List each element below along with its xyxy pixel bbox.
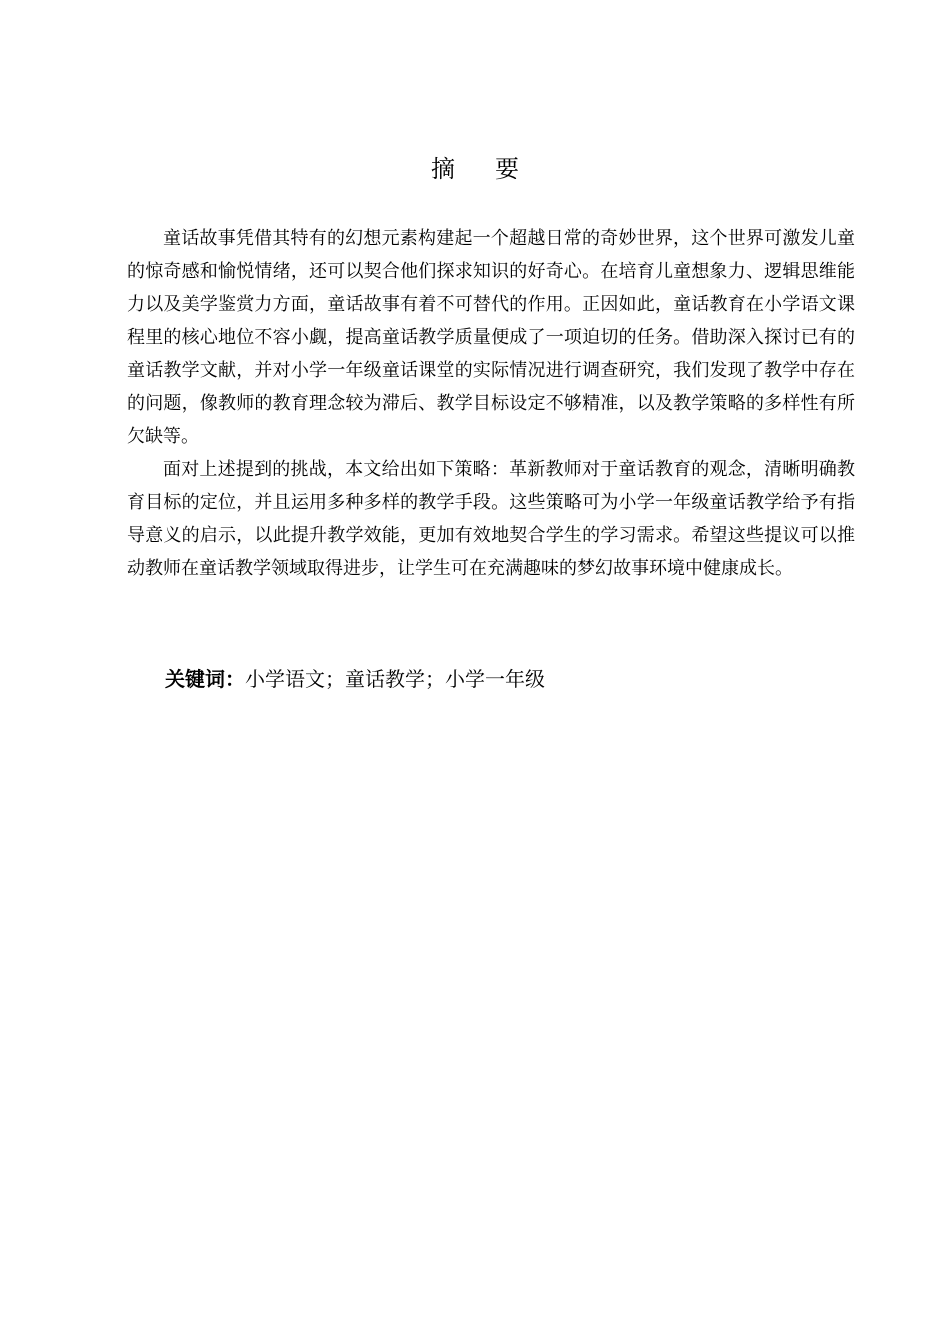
abstract-paragraph-2: 面对上述提到的挑战，本文给出如下策略：革新教师对于童话教育的观念，清晰明确教育目标的定位，并且运用多种多样的教学手段。这些策略可为小学一年级童话教学给予有指导意义的启示，以此提升教学效能，更加有效地契合学生的学习需求。希望这些提议可以推动教师在童话教学领域取得进步，让学生可在充满趣味的梦幻故事环境中健康成长。 [127, 459, 855, 579]
keywords-line [165, 662, 545, 696]
abstract-title: 摘要 [431, 155, 559, 183]
keywords-label: 关键词： [165, 667, 245, 691]
keywords-text: 小学语文；童话教学；小学一年级 [245, 667, 545, 691]
abstract-body [127, 222, 855, 585]
abstract-paragraph-1: 童话故事凭借其特有的幻想元素构建起一个超越日常的奇妙世界，这个世界可激发儿童的惊奇感和愉悦情绪，还可以契合他们探求知识的好奇心。在培育儿童想象力、逻辑思维能力以及美学鉴赏力方面，童话故事有着不可替代的作用。正因如此，童话教育在小学语文课程里的核心地位不容小觑，提高童话教学质量便成了一项迫切的任务。借助深入探讨已有的童话教学文献，并对小学一年级童话课堂的实际情况进行调查研究，我们发现了教学中存在的问题，像教师的教育理念较为滞后、教学目标设定不够精准，以及教学策略的多样性有所欠缺等。 [127, 228, 855, 447]
